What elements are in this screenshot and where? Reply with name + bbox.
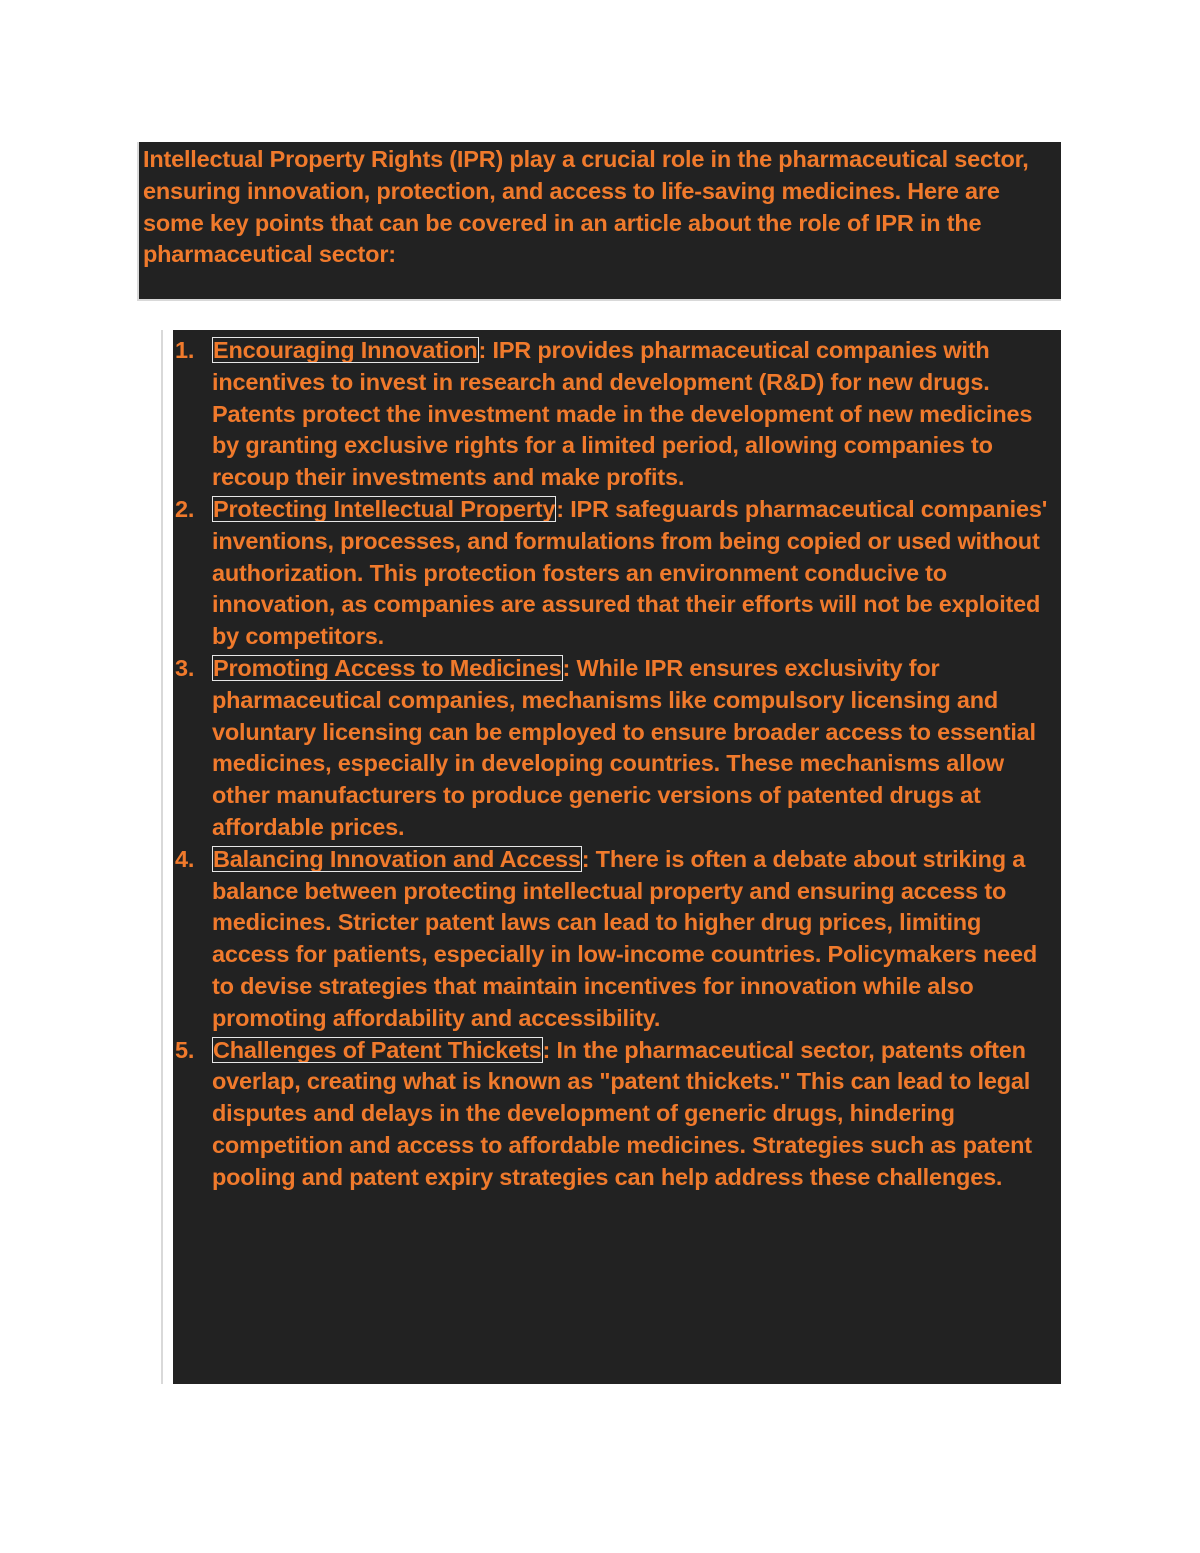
key-points-block [163,330,1061,1384]
key-points-list [173,330,1061,1194]
intro-paragraph: Intellectual Property Rights (IPR) play a crucial role in the pharmaceutical sector, ensuring innovation, protection, and access to life-saving medicines. Here are some key points that can be covered in an article about the role of IPR in the pharmaceutical sector: [143,146,1029,268]
list-item-text: : IPR provides pharmaceutical companies with incentives to invest in research and development (R&D) for new drugs. Patents protect the investment made in the development of new medicines by granting exclusive rights for a limited period, allowing companies to recoup their investments and make profits. [212,337,1033,491]
list-item-title: Encouraging Innovation [213,337,478,363]
list-item-number: 4. [175,845,195,872]
list-item-patent-thickets [173,1035,1061,1194]
list-item-promoting-access [173,653,1061,844]
list-item-text: : There is often a debate about striking a balance between protecting intellectual property and ensuring access to medicines. Stricter patent laws can lead to higher drug prices, limiting access for patients, especially in low-income countries. Policymakers need to devise strategies that maintain incentives for innovation while also promoting affordability and accessibility. [212,845,1038,1031]
list-item-text: : In the pharmaceutical sector, patents often overlap, creating what is known as "patent thickets." This can lead to legal disputes and delays in the development of generic drugs, hindering competition and access to affordable medicines. Strategies such as patent pooling and patent expiry strategies can help address these challenges. [212,1036,1032,1190]
list-item-title: Balancing Innovation and Access [213,845,581,872]
list-item-number: 2. [175,495,195,522]
list-item-text: : IPR safeguards pharmaceutical companies' inventions, processes, and formulations from being copied or used without authorization. This protection fosters an environment conducive to innovation, as companies are assured that their efforts will not be exploited by competitors. [212,495,1048,650]
list-item-number: 5. [175,1036,195,1063]
list-item-title: Protecting Intellectual Property [213,495,556,522]
list-item-balancing-innovation [173,844,1061,1035]
list-item-protecting-intellectual-property [173,494,1061,653]
list-item-title: Promoting Access to Medicines [213,654,562,681]
list-item-number: 1. [175,337,195,363]
intro-paragraph-block [137,142,1061,301]
list-item-text: : While IPR ensures exclusivity for pharmaceutical companies, mechanisms like compulsory licensing and voluntary licensing can be employed to ensure broader access to essential medicines, especially in developing countries. These mechanisms allow other manufacturers to produce generic versions of patented drugs at affordable prices. [212,654,1036,840]
list-item-number: 3. [175,654,195,681]
list-item-encouraging-innovation [173,335,1061,494]
list-item-title: Challenges of Patent Thickets [213,1036,542,1063]
